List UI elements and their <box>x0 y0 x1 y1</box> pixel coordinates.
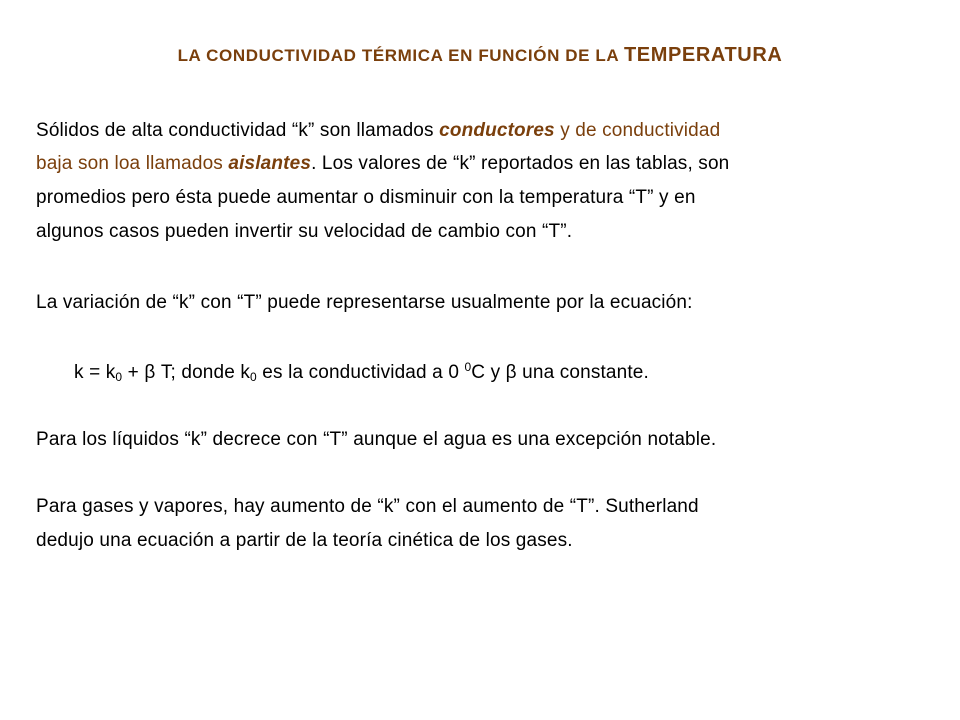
paragraph-1-line-4: algunos casos pueden invertir su velocidad de cambio con “T”. <box>36 221 573 242</box>
equation-text: + β T; donde k <box>122 362 251 383</box>
text-span: y de conductividad <box>554 120 721 141</box>
equation-subscript: 0 <box>115 370 123 384</box>
equation-text: k = k <box>74 362 116 383</box>
text-span: baja son loa llamados <box>36 153 229 174</box>
equation-subscript: 0 <box>250 370 257 384</box>
paragraph-2: La variación de “k” con “T” puede representarse usualmente por la ecuación: <box>36 292 693 313</box>
term-aislantes: aislantes <box>228 153 312 174</box>
term-conductores: conductores <box>439 120 555 141</box>
page-title <box>0 44 960 67</box>
text-span: . Los valores de “k” reportados en las tablas, son <box>311 153 730 174</box>
paragraph-4-line-1: Para gases y vapores, hay aumento de “k” con el aumento de “T”. Sutherland <box>36 496 699 517</box>
text-span: Sólidos de alta conductividad “k” son llamados <box>36 120 440 141</box>
equation-line <box>74 360 649 384</box>
equation-text: C y β una constante. <box>471 362 649 383</box>
equation-text: es la conductividad a 0 <box>256 362 465 383</box>
paragraph-1-line-3: promedios pero ésta puede aumentar o disminuir con la temperatura “T” y en <box>36 187 696 208</box>
paragraph-3: Para los líquidos “k” decrece con “T” aunque el agua es una excepción notable. <box>36 429 717 450</box>
paragraph-1-line-1 <box>36 120 720 142</box>
title-part-2: TEMPERATURA <box>623 44 783 66</box>
equation-superscript: 0 <box>464 360 472 374</box>
paragraph-1-line-2 <box>36 153 729 175</box>
paragraph-4-line-2: dedujo una ecuación a partir de la teoría cinética de los gases. <box>36 530 573 551</box>
title-part-1: LA CONDUCTIVIDAD TÉRMICA EN FUNCIÓN DE LA <box>177 46 624 65</box>
